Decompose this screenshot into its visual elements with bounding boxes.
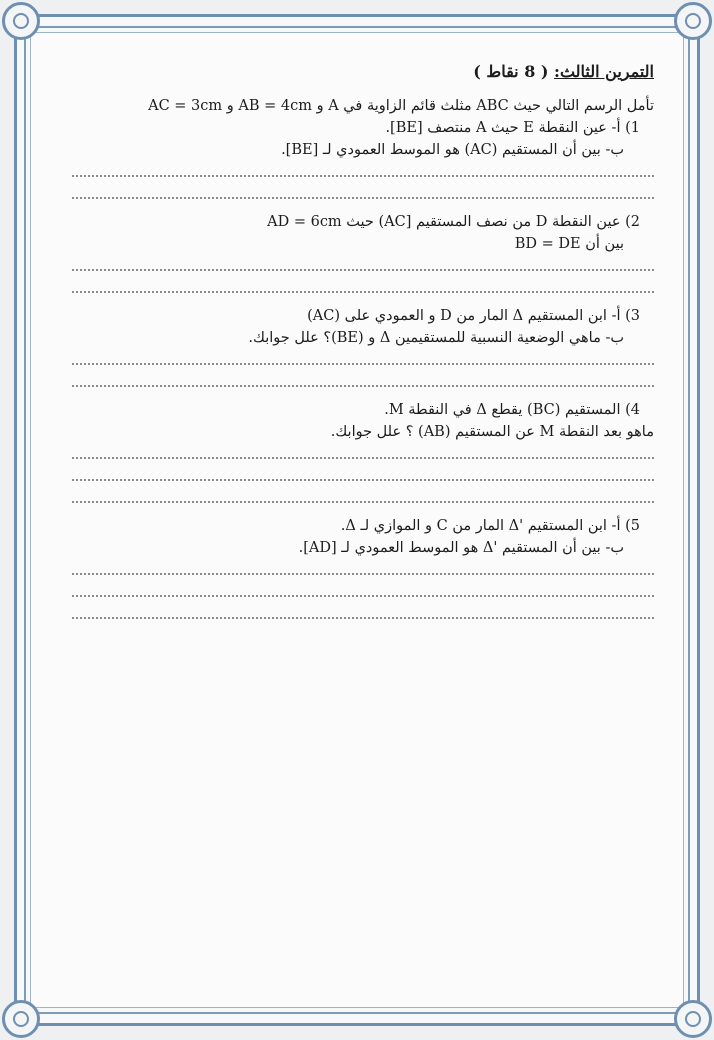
exercise-title-label: التمرين الثالث: bbox=[554, 62, 654, 81]
exercise-intro: تأمل الرسم التالي حيث ABC مثلث قائم الزاوية في A و AB = 4cm و AC = 3cm bbox=[148, 98, 654, 114]
answer-line bbox=[72, 617, 654, 619]
question-2a: 2) عين النقطة D من نصف المستقيم [AC) حيث AD = 6cm bbox=[267, 214, 640, 230]
corner-ornament-bottom-right bbox=[674, 1000, 712, 1038]
question-4b: ماهو بعد النقطة M عن المستقيم (AB) ؟ علل جوابك. bbox=[330, 424, 654, 440]
question-3b: ب- ماهي الوضعية النسبية للمستقيمين Δ و (BE)؟ علل جوابك. bbox=[248, 330, 624, 346]
question-3a: 3) أ- ابن المستقيم Δ المار من D و العمودي على (AC) bbox=[307, 308, 640, 324]
corner-ornament-top-left bbox=[2, 2, 40, 40]
question-1a: 1) أ- عين النقطة E حيث A منتصف [BE]. bbox=[385, 120, 640, 136]
question-5a: 5) أ- ابن المستقيم 'Δ المار من C و الموازي لـ Δ. bbox=[340, 518, 640, 534]
exercise-title bbox=[72, 62, 654, 81]
exercise-content bbox=[72, 62, 654, 619]
corner-ornament-bottom-left bbox=[2, 1000, 40, 1038]
corner-ornament-top-right bbox=[674, 2, 712, 40]
exercise-points: ( 8 نقاط ) bbox=[473, 62, 549, 81]
question-4a: 4) المستقيم (BC) يقطع Δ في النقطة M. bbox=[384, 402, 640, 418]
question-2b: بين أن BD = DE bbox=[514, 236, 624, 252]
question-1b: ب- بين أن المستقيم (AC) هو الموسط العمودي لـ [BE]. bbox=[281, 142, 624, 158]
question-5b: ب- بين أن المستقيم 'Δ هو الموسط العمودي لـ [AD]. bbox=[298, 540, 624, 556]
